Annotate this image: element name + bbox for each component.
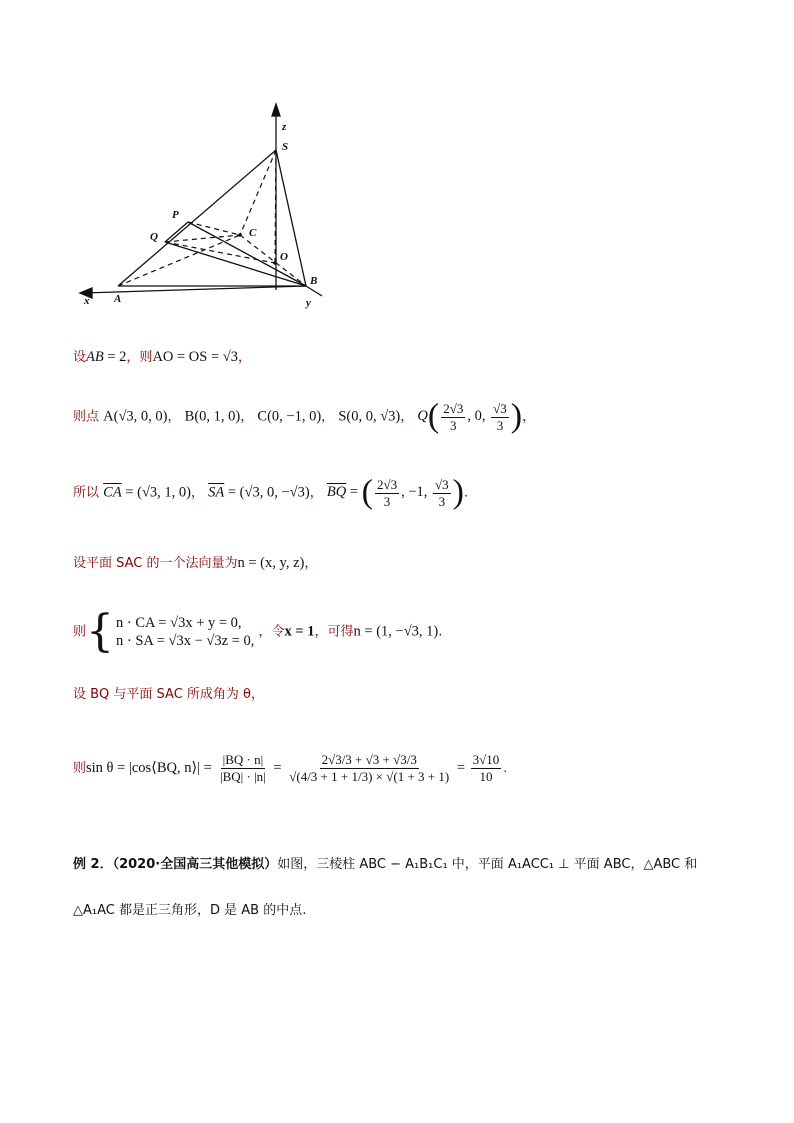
svg-text:P: P — [172, 209, 179, 221]
svg-text:z: z — [282, 121, 287, 133]
line-system: 则{ n · CA = √3x + y = 0, n · SA = √3x − √3z = 0, ，令x = 1，可得n = (1, −√3, 1). — [73, 606, 443, 657]
edge-PQ — [165, 222, 188, 242]
geometry-figure — [70, 100, 350, 320]
example-2-line-2: △A₁AC 都是正三角形，D 是 AB 的中点. — [73, 903, 307, 918]
line-angle: 设 BQ 与平面 SAC 所成角为 θ， — [73, 687, 265, 702]
svg-text:O: O — [280, 251, 288, 263]
example-2-line-1: 例 2．（2020·全国高三其他模拟）如图，三棱柱 ABC − A₁B₁C₁ 中，平面 A₁ACC₁ ⊥ 平面 ABC，△ABC 和 — [73, 857, 698, 872]
line-points: 则点 A(√3, 0, 0)， B(0, 1, 0)， C(0, −1, 0)， S(0, 0, √3)， Q( $\frac{2√3}{3}$ , 0, $\frac{√3}{3}$ )， — [73, 398, 536, 435]
line-sine: 则sin θ = |cos⟨BQ, n⟩| = $\frac{|BQ \cdot n|}{|BQ| \cdot |n|}$ = $\frac{2√3/3 + √3 + √3/3}{√(4/3 + 1 + 1/3) \times √(1 + 3 + 1)}$ = $\frac{3√10}{10}$ . — [73, 752, 508, 784]
edge-SB — [276, 150, 306, 286]
line-setup: 设AB = 2，则AO = OS = √3， — [73, 349, 251, 365]
y-axis — [306, 286, 322, 296]
svg-text:x: x — [84, 295, 90, 307]
z-axis-arrow-icon — [272, 104, 280, 116]
svg-text:B: B — [310, 275, 318, 287]
line-vectors: 所以 $\overline{CA} = (√3$, 1, 0)， $\overline{SA} = (√3$, 0, −√3)， $\overline{BQ}$ = ( $\frac{2√3}{3}$ , −1, $\frac{√3}{3}$ ). — [73, 474, 469, 511]
edge-AC — [118, 235, 240, 286]
edge-PB — [188, 222, 306, 286]
edge-PC — [188, 222, 240, 235]
svg-text:A: A — [114, 293, 122, 305]
x-axis — [84, 286, 306, 293]
edge-SC — [240, 150, 276, 235]
edge-AS — [118, 150, 276, 286]
svg-text:Q: Q — [150, 231, 158, 243]
svg-text:y: y — [306, 297, 311, 309]
svg-text:C: C — [249, 227, 257, 239]
svg-text:S: S — [282, 141, 289, 153]
edge-QB — [165, 242, 306, 286]
line-normal: 设平面 SAC 的一个法向量为n = (x, y, z)， — [73, 555, 318, 571]
